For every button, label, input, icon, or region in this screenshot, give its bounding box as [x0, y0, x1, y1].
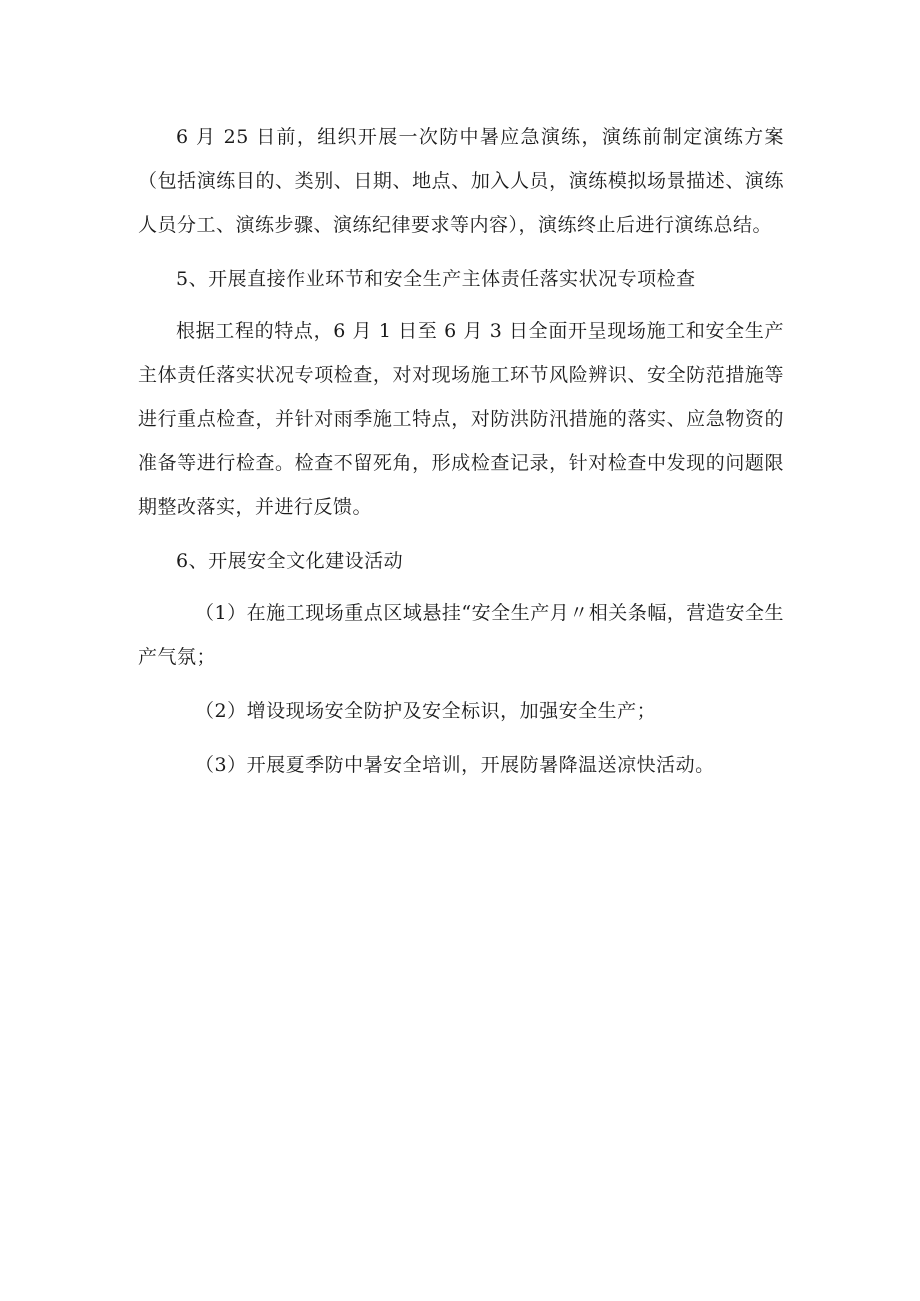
list-item-safety-signs: （2）增设现场安全防护及安全标识，加强安全生产；: [195, 700, 657, 722]
section-5-heading: 5、开展直接作业环节和安全生产主体责任落实状况专项检查: [176, 268, 696, 290]
section-6-heading: 6、开展安全文化建设活动: [176, 550, 404, 572]
paragraph-drill: 6 月 25 日前，组织开展一次防中暑应急演练，演练前制定演练方案（包括演练目的、类别、日期、地点、加入人员，演练模拟场景描述、演练人员分工、演练步骤、演练纪律要求等内容），演练终止后进行演练总结。: [138, 126, 784, 236]
document-body: [138, 115, 784, 797]
list-item-banner: （1）在施工现场重点区域悬挂“安全生产月〃相关条幅，营造安全生产气氛；: [138, 602, 784, 668]
paragraph-section-5-body: 根据工程的特点，6 月 1 日至 6 月 3 日全面开呈现场施工和安全生产主体责任落实状况专项检查，对对现场施工环节风险辨识、安全防范措施等进行重点检查，并针对雨季施工特点，对防洪防汛措施的落实、应急物资的准备等进行检查。检查不留死角，形成检查记录，针对检查中发现的问题限期整改落实，并进行反馈。: [138, 320, 784, 518]
list-item-heatstroke-training: （3）开展夏季防中暑安全培训，开展防暑降温送凉快活动。: [195, 754, 715, 776]
